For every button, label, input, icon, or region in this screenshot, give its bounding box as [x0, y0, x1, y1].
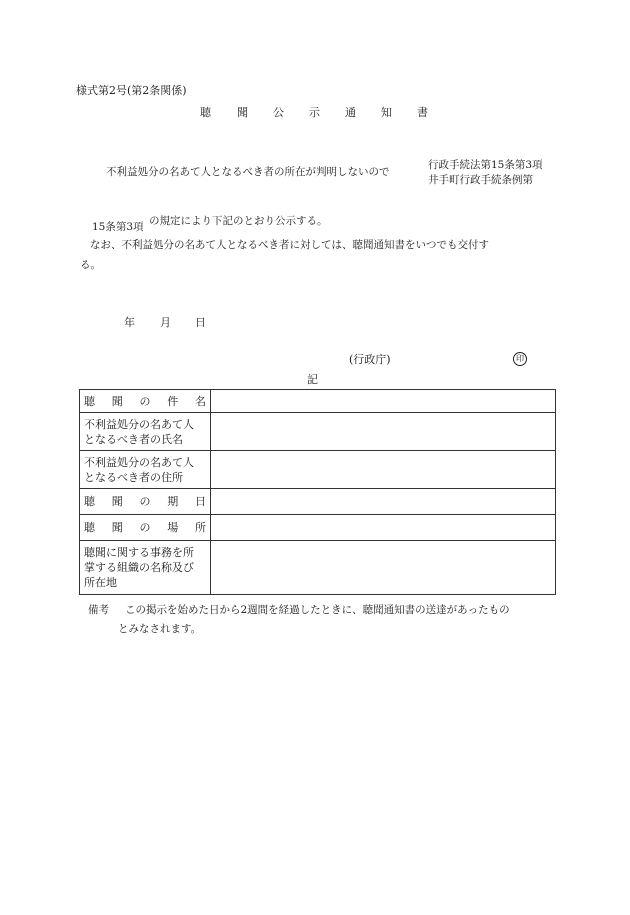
form-number: 様式第2号(第2条関係) [76, 84, 187, 97]
table-row [80, 451, 556, 489]
title-char: 聞 [237, 106, 248, 119]
notice-line-2: る。 [80, 259, 101, 271]
label-char: の [139, 394, 151, 408]
label-char: 聴 [84, 521, 95, 534]
table-row [80, 390, 556, 413]
ki-heading: 記 [307, 373, 318, 386]
title-char: 通 [345, 106, 356, 119]
notice-line-1: なお、不利益処分の名あて人となるべき者に対しては、聴聞通知書をいつでも交付す [90, 239, 489, 251]
table-row [80, 515, 556, 541]
row-label-address [80, 451, 211, 489]
label-line: 不利益処分の名あて人 [84, 455, 194, 469]
table-row [80, 413, 556, 451]
label-char: 聴 [84, 495, 95, 508]
date-month: 月 [160, 316, 171, 329]
remark-line-2: とみなされます。 [118, 623, 202, 635]
value-cell[interactable] [211, 515, 556, 541]
row-label-case-name [80, 390, 211, 413]
table-row [80, 489, 556, 515]
value-cell[interactable] [211, 451, 556, 489]
label-char: 聞 [111, 521, 123, 534]
date-day: 日 [195, 316, 206, 329]
value-cell[interactable] [211, 413, 556, 451]
document-title [0, 104, 630, 120]
value-cell[interactable] [211, 489, 556, 515]
label-char: 場 [167, 521, 179, 534]
row-label-date [80, 489, 211, 515]
authority-label: (行政庁) [349, 353, 391, 366]
title-char: 示 [309, 106, 320, 119]
value-cell[interactable] [211, 390, 556, 413]
label-line: 所在地 [84, 576, 117, 589]
title-char: 知 [381, 106, 392, 119]
date-year: 年 [124, 316, 135, 329]
label-char: 名 [195, 394, 206, 408]
remark-label: 備考 [88, 604, 109, 616]
seal-mark: 印 [513, 352, 527, 366]
law-option-2-cont: 15条第3項 [92, 221, 144, 233]
label-char: 聴 [84, 394, 95, 408]
title-char: 公 [273, 106, 284, 119]
title-char: 聴 [200, 106, 211, 119]
label-char: 聞 [111, 495, 123, 508]
label-char: の [139, 521, 151, 534]
label-char: 件 [167, 394, 179, 408]
law-option-1: 行政手続法第15条第3項 [428, 159, 543, 171]
law-option-2: 井手町行政手続条例第 [428, 174, 533, 186]
row-label-organization [80, 541, 211, 595]
label-char: 聞 [111, 394, 123, 408]
label-char: の [139, 495, 151, 508]
label-line: となるべき者の氏名 [84, 432, 183, 446]
remark-line-1: この掲示を始めた日から2週間を経過したときに、聴聞通知書の送達があったもの [125, 604, 510, 616]
value-cell[interactable] [211, 541, 556, 595]
row-label-place [80, 515, 211, 541]
row-label-name [80, 413, 211, 451]
label-char: 期 [167, 495, 179, 508]
intro-text: 不利益処分の名あて人となるべき者の所在が判明しないので [106, 166, 390, 178]
table-row [80, 541, 556, 595]
hearing-details-table [79, 389, 556, 595]
intro-post: の規定により下記のとおり公示する。 [149, 215, 328, 227]
label-char: 所 [195, 521, 206, 534]
title-char: 書 [417, 106, 428, 119]
label-line: 掌する組織の名称及び [84, 561, 194, 574]
label-char: 日 [195, 495, 206, 508]
label-line: 不利益処分の名あて人 [84, 417, 194, 431]
label-line: となるべき者の住所 [84, 470, 183, 484]
label-line: 聴聞に関する事務を所 [84, 546, 194, 559]
